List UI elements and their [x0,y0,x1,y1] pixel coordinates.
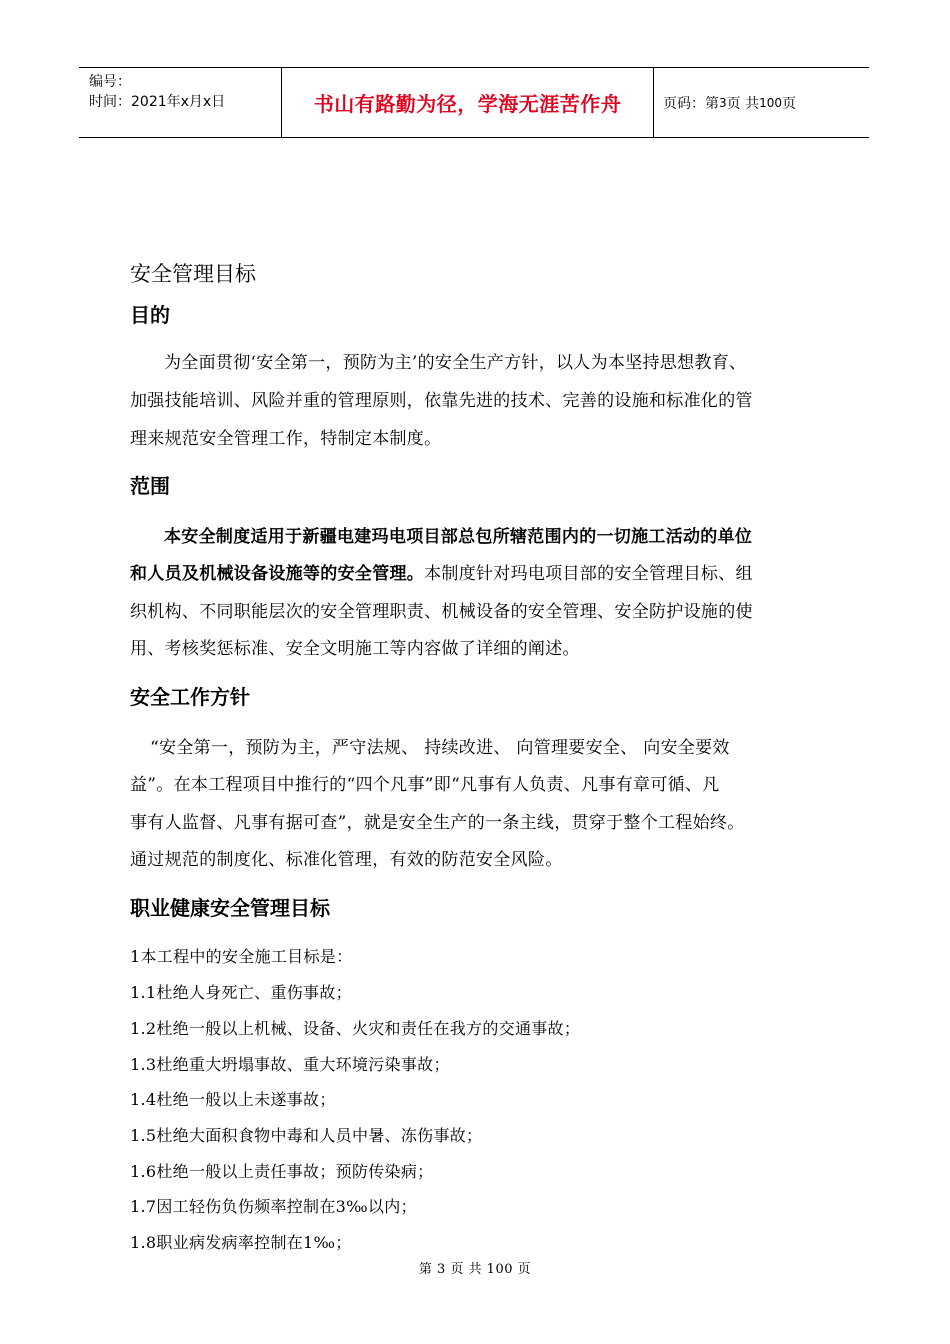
document-header [79,67,869,138]
heading-scope: 范围 [130,474,170,498]
page-footer: 第 3 页 共 100 页 [418,1262,532,1277]
health-item: 1本工程中的安全施工目标是： [130,947,353,966]
health-item: 1.2杜绝一般以上机械、设备、火灾和责任在我方的交通事故； [130,1019,581,1038]
health-item: 1.3杜绝重大坍塌事故、重大环境污染事故； [130,1055,450,1074]
scope-line-mixed [130,559,753,584]
doc-title: 安全管理目标 [130,262,256,286]
page-total: 100 [759,95,782,110]
purpose-line: 理来规范安全管理工作，特制定本制度。 [130,429,442,449]
policy-line: 益”。在本工程项目中推行的“四个凡事”即“凡事有人负责、凡事有章可循、凡 [130,775,720,795]
scope-bold-part: 和人员及机械设备设施等的安全管理。 [130,564,425,584]
health-item: 1.1杜绝人身死亡、重伤事故； [130,983,352,1002]
heading-policy: 安全工作方针 [130,685,250,709]
policy-line: 事有人监督、凡事有据可查”，就是安全生产的一条主线，贯穿于整个工程始终。 [130,813,745,833]
page-suffix: 页 [782,95,796,112]
scope-line: 用、考核奖惩标准、安全文明施工等内容做了详细的阐述。 [130,639,580,659]
health-item: 1.6杜绝一般以上责任事故；预防传染病； [130,1162,434,1181]
scope-line: 织机构、不同职能层次的安全管理职责、机械设备的安全管理、安全防护设施的使 [130,602,753,622]
scope-rest-part: 本制度针对玛电项目部的安全管理目标、组 [424,564,753,584]
header-page-info [654,68,869,137]
scope-line-bold: 本安全制度适用于新疆电建玛电项目部总包所辖范围内的一切施工活动的单位 [164,527,753,547]
health-item: 1.8职业病发病率控制在1‰； [130,1233,352,1252]
health-item: 1.4杜绝一般以上未遂事故； [130,1090,336,1109]
serial-label: 编号： [89,74,131,90]
page-mid: 页 共 [726,95,760,112]
health-item: 1.7因工轻伤负伤频率控制在3‰以内； [130,1197,417,1216]
heading-health: 职业健康安全管理目标 [130,896,330,920]
purpose-line: 加强技能培训、风险并重的管理原则，依靠先进的技术、完善的设施和标准化的管 [130,391,753,411]
time-label: 时间：2021年x月x日 [89,94,226,110]
health-item: 1.5杜绝大面积食物中毒和人员中暑、冻伤事故； [130,1126,483,1145]
policy-line: “安全第一，预防为主，严守法规、 持续改进、 向管理要安全、 向安全要效 [150,738,730,758]
header-motto: 书山有路勤为径，学海无涯苦作舟 [282,68,654,137]
page-prefix: 页码：第 [663,95,719,112]
header-meta [79,68,282,137]
policy-line: 通过规范的制度化、标准化管理，有效的防范安全风险。 [130,850,563,870]
purpose-line: 为全面贯彻‘安全第一，预防为主’的安全生产方针，以人为本坚持思想教育、 [164,353,747,373]
page-number: 3 [719,95,727,110]
heading-purpose: 目的 [130,303,170,327]
